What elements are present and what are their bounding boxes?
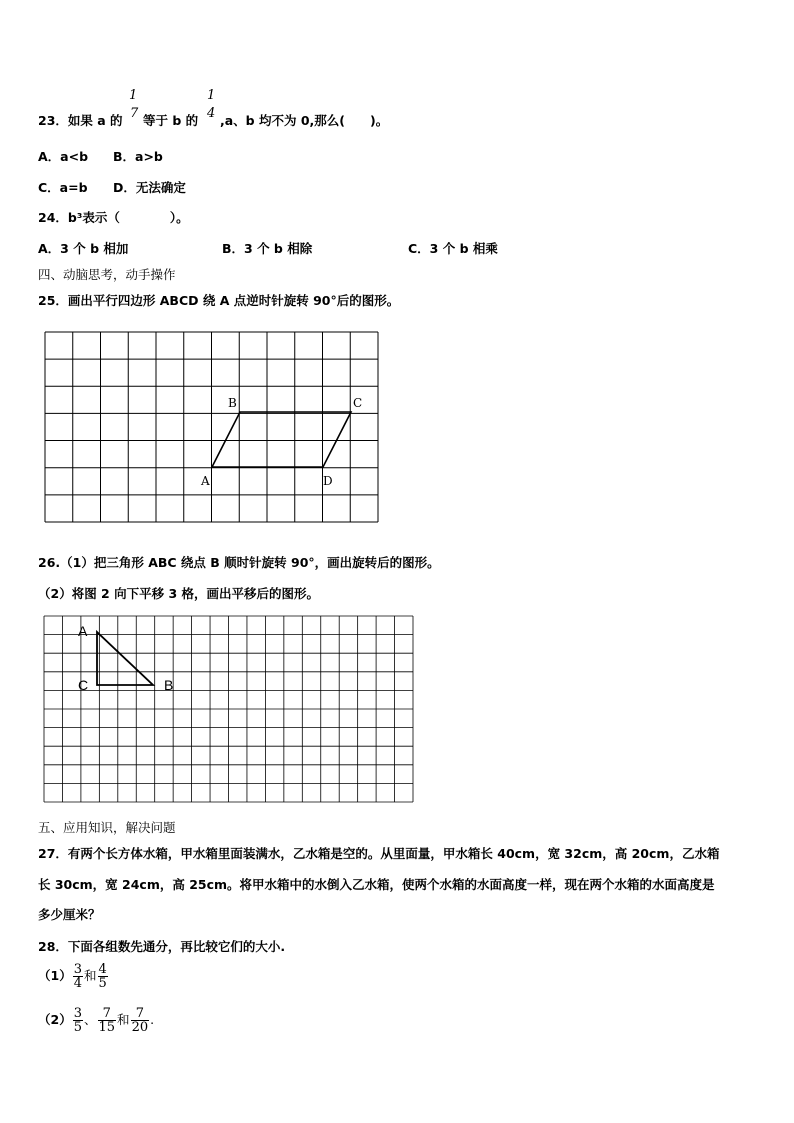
q28-fraction: $\frac{7}{15}$ bbox=[98, 1006, 116, 1035]
q25-label-c: C bbox=[353, 396, 363, 410]
q27-line-2: 长 30cm，宽 24cm，高 25cm。将甲水箱中的水倒入乙水箱，使两个水箱的水面高度一样，现在两个水箱的水面高度是 bbox=[38, 877, 715, 892]
q26-text-1: 26.（1）把三角形 ABC 绕点 B 顺时针旋转 90°，画出旋转后的图形。 bbox=[38, 555, 440, 570]
triangle-abc bbox=[97, 632, 153, 685]
q23-text-b: 等于 b 的 bbox=[143, 113, 199, 128]
q28-and: 和 bbox=[117, 1012, 130, 1027]
q27-line-1: 27．有两个长方体水箱，甲水箱里面装满水，乙水箱是空的。从里面量，甲水箱长 40cm，宽 32cm，高 20cm，乙水箱 bbox=[38, 846, 720, 861]
q23-text-a: 23．如果 a 的 bbox=[38, 113, 123, 128]
section4-heading: 四、动脑思考，动手操作 bbox=[38, 267, 176, 282]
q26-label-a: A bbox=[78, 623, 88, 639]
q28-fraction: $\frac{4}{5}$ bbox=[98, 962, 107, 991]
q23-frac2-denominator: 4 bbox=[207, 106, 216, 121]
section5-heading: 五、应用知识，解决问题 bbox=[38, 820, 176, 835]
q28-and: 和 bbox=[83, 968, 97, 983]
q23-frac1-denominator: 7 bbox=[130, 106, 139, 121]
q23-frac1-numerator: 1 bbox=[129, 88, 138, 103]
q24-option-a: A．3 个 b 相加 bbox=[38, 241, 129, 256]
q25-label-a: A bbox=[201, 474, 210, 488]
q23-option-a: A．a<b bbox=[38, 149, 89, 164]
q28-end: . bbox=[150, 1012, 155, 1027]
q26-label-b: B bbox=[164, 677, 174, 693]
q24-option-b: B．3 个 b 相除 bbox=[222, 241, 313, 256]
q28-part1-label: （1） bbox=[38, 968, 72, 983]
q23-option-b: B．a>b bbox=[113, 149, 163, 164]
q27-line-3: 多少厘米？ bbox=[38, 907, 101, 922]
q26-label-c: C bbox=[78, 677, 89, 693]
q28-fraction: $\frac{3}{4}$ bbox=[73, 962, 82, 991]
q24-option-c: C．3 个 b 相乘 bbox=[408, 241, 498, 256]
q25-label-b: B bbox=[228, 396, 237, 410]
q26-text-2: （2）将图 2 向下平移 3 格，画出平移后的图形。 bbox=[38, 586, 320, 601]
q28-part2 bbox=[38, 1007, 154, 1034]
q25-label-d: D bbox=[323, 474, 333, 488]
q28-separator: 、 bbox=[83, 1012, 97, 1027]
q28-text: 28．下面各组数先通分，再比较它们的大小. bbox=[38, 939, 286, 954]
q23-frac2-numerator: 1 bbox=[207, 88, 216, 103]
q25-text: 25．画出平行四边形 ABCD 绕 A 点逆时针旋转 90°后的图形。 bbox=[38, 293, 400, 308]
q23-option-c: C．a=b bbox=[38, 180, 88, 195]
q23-option-d: D．无法确定 bbox=[113, 180, 186, 195]
q28-part2-label: （2） bbox=[38, 1012, 72, 1027]
q28-fraction: $\frac{7}{20}$ bbox=[131, 1006, 149, 1035]
q24-text: 24．b³表示（ ）。 bbox=[38, 210, 189, 225]
q23-text-c: ,a、b 均不为 0,那么( )。 bbox=[220, 113, 389, 128]
q28-fraction: $\frac{3}{5}$ bbox=[73, 1006, 82, 1035]
q28-part1 bbox=[38, 963, 109, 990]
